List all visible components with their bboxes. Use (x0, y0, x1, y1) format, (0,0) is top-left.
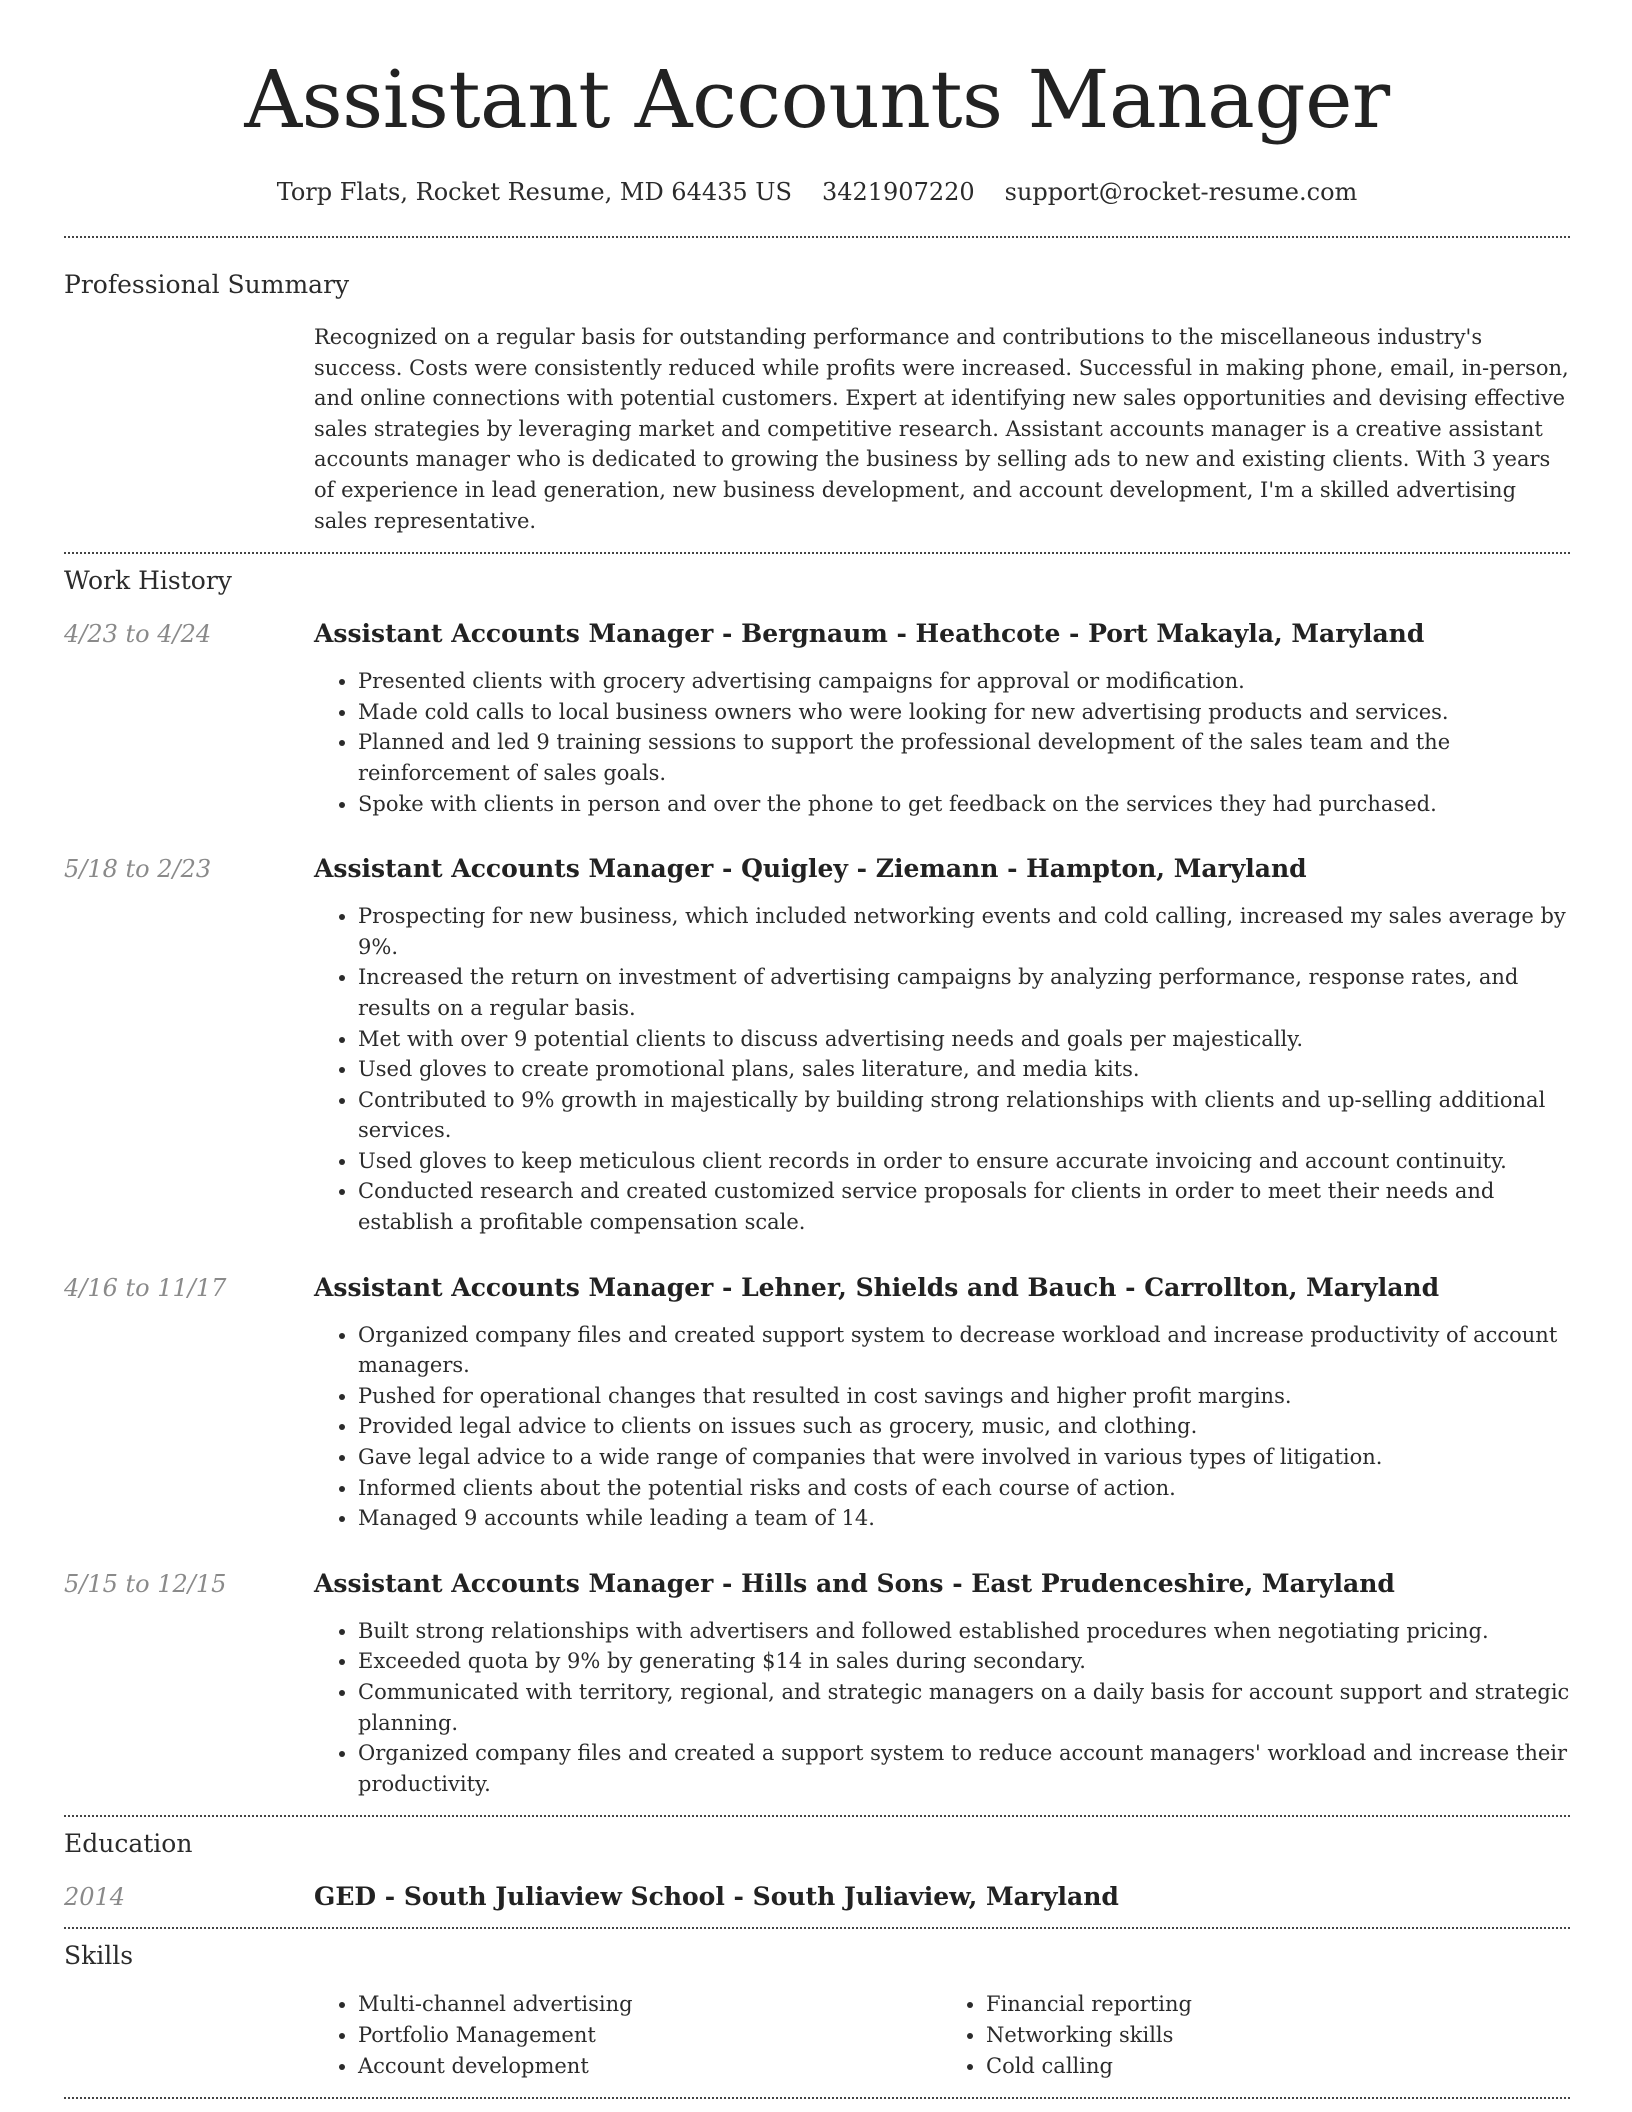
summary-text: Recognized on a regular basis for outstanding performance and contributions to the miscellaneous industry's success. Costs were consistently reduced while profits were increased. Successful in making phone, email, in-person, and online connections with potential customers. Expert at identifying new sales opportunities and devising effective sales strategies by leveraging market and competitive research. Assistant accounts manager is a creative assistant accounts manager who is dedicated to growing the business by selling ads to new and existing clients. With 3 years of experience in lead generation, new business development, and account development, I'm a skilled advertising sales representative. (314, 325, 1569, 533)
list-item: • Organized company files and created a support system to reduce account managers' workload and increase their productivity. (358, 1738, 1570, 1799)
contact-phone: 3421907220 (821, 178, 975, 206)
skill-item: • Portfolio Management (358, 2020, 942, 2051)
education-date: 2014 (64, 1883, 126, 1912)
skills-list-left (314, 1989, 942, 2081)
candidate-name: Assistant Accounts Manager (244, 53, 1390, 146)
divider (64, 1927, 1570, 1929)
job-dates: 4/23 to 4/24 (64, 620, 212, 649)
contact-line (64, 176, 1570, 208)
list-item: • Met with over 9 potential clients to discuss advertising needs and goals per majestically. (358, 1024, 1570, 1055)
job-heading: Assistant Accounts Manager - Quigley - Ziemann - Hampton, Maryland (314, 854, 1307, 884)
skills-spacer (64, 1989, 314, 2081)
list-item: • Presented clients with grocery advertising campaigns for approval or modification. (358, 666, 1570, 697)
list-item: • Built strong relationships with advertisers and followed established procedures when negotiating pricing. (358, 1616, 1570, 1647)
divider (64, 236, 1570, 238)
divider (64, 1815, 1570, 1817)
divider (64, 552, 1570, 554)
list-item: • Spoke with clients in person and over the phone to get feedback on the services they had purchased. (358, 789, 1570, 820)
list-item: • Pushed for operational changes that resulted in cost savings and higher profit margins. (358, 1381, 1570, 1412)
job-heading: Assistant Accounts Manager - Bergnaum - Heathcote - Port Makayla, Maryland (314, 619, 1425, 649)
job-dates: 5/15 to 12/15 (64, 1569, 227, 1598)
list-item: • Prospecting for new business, which included networking events and cold calling, increased my sales average by 9%. (358, 901, 1570, 962)
job-dates: 5/18 to 2/23 (64, 855, 212, 884)
list-item: • Planned and led 9 training sessions to support the professional development of the sales team and the reinforcement of sales goals. (358, 727, 1570, 788)
work-history-section (64, 564, 1570, 1799)
summary-spacer (64, 322, 314, 536)
contact-address: Torp Flats, Rocket Resume, MD 64435 US (276, 178, 792, 206)
skill-item: • Financial reporting (986, 1989, 1570, 2020)
education-heading: GED - South Juliaview School - South Juliaview, Maryland (314, 1882, 1119, 1912)
resume-header (64, 0, 1570, 208)
job-bullets (314, 666, 1570, 819)
job-entry (64, 1272, 1570, 1534)
contact-email: support@rocket-resume.com (1004, 178, 1358, 206)
summary-section (64, 268, 1570, 536)
job-bullets (314, 1616, 1570, 1800)
job-entry (64, 1568, 1570, 1800)
skill-item: • Cold calling (986, 2051, 1570, 2082)
job-dates: 4/16 to 11/17 (64, 1273, 227, 1302)
skills-list-right (942, 1989, 1570, 2081)
list-item: • Exceeded quota by 9% by generating $14 in sales during secondary. (358, 1646, 1570, 1677)
job-bullets (314, 1320, 1570, 1534)
list-item: • Communicated with territory, regional, and strategic managers on a daily basis for account support and strategic planning. (358, 1677, 1570, 1738)
skill-item: • Multi-channel advertising (358, 1989, 942, 2020)
list-item: • Used gloves to create promotional plans, sales literature, and media kits. (358, 1054, 1570, 1085)
skill-item: • Networking skills (986, 2020, 1570, 2051)
education-section-title: Education (64, 1829, 193, 1859)
skills-section-title: Skills (64, 1941, 134, 1971)
list-item: • Used gloves to keep meticulous client records in order to ensure accurate invoicing and account continuity. (358, 1146, 1570, 1177)
job-entry (64, 853, 1570, 1238)
list-item: • Gave legal advice to a wide range of companies that were involved in various types of litigation. (358, 1442, 1570, 1473)
list-item: • Increased the return on investment of advertising campaigns by analyzing performance, response rates, and results on a regular basis. (358, 962, 1570, 1023)
job-heading: Assistant Accounts Manager - Lehner, Shields and Bauch - Carrollton, Maryland (314, 1272, 1440, 1302)
skills-section (64, 1939, 1570, 2081)
list-item: • Informed clients about the potential risks and costs of each course of action. (358, 1473, 1570, 1504)
summary-section-title: Professional Summary (64, 270, 350, 299)
job-entry (64, 618, 1570, 819)
list-item: • Conducted research and created customized service proposals for clients in order to meet their needs and establish a profitable compensation scale. (358, 1176, 1570, 1237)
education-section (64, 1827, 1570, 1913)
skill-item: • Account development (358, 2051, 942, 2082)
job-heading: Assistant Accounts Manager - Hills and Sons - East Prudenceshire, Maryland (314, 1568, 1395, 1598)
job-bullets (314, 901, 1570, 1238)
list-item: • Provided legal advice to clients on issues such as grocery, music, and clothing. (358, 1411, 1570, 1442)
skills-grid (314, 1989, 1570, 2081)
list-item: • Organized company files and created support system to decrease workload and increase productivity of account managers. (358, 1320, 1570, 1381)
divider (64, 2097, 1570, 2099)
work-history-section-title: Work History (64, 566, 232, 596)
education-entry (64, 1881, 1570, 1913)
list-item: • Managed 9 accounts while leading a team of 14. (358, 1503, 1570, 1534)
list-item: • Made cold calls to local business owners who were looking for new advertising products and services. (358, 697, 1570, 728)
list-item: • Contributed to 9% growth in majestically by building strong relationships with clients and up-selling additional services. (358, 1085, 1570, 1146)
